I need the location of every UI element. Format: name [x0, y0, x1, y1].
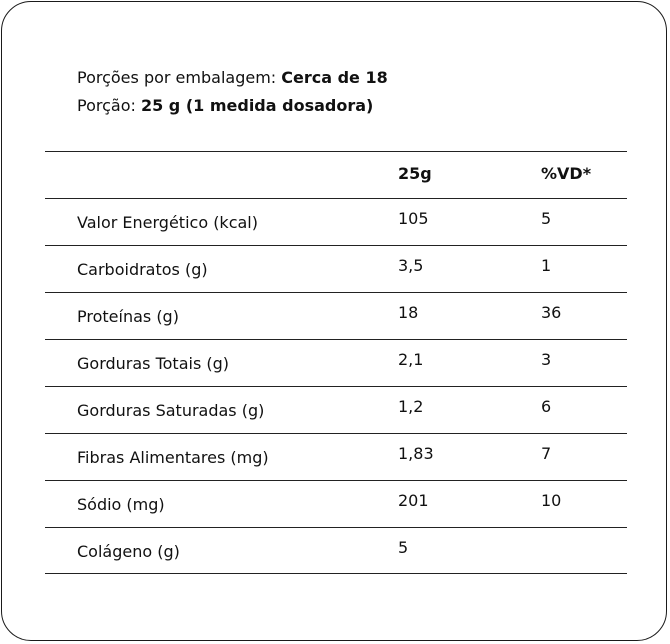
nutrient-label: Gorduras Totais (g)	[77, 354, 230, 373]
nutrient-amount: 2,1	[398, 350, 424, 369]
nutrient-label: Gorduras Saturadas (g)	[77, 401, 265, 420]
nutrient-label: Sódio (mg)	[77, 495, 165, 514]
table-row	[45, 292, 627, 339]
table-row	[45, 339, 627, 386]
nutrient-daily-value: 1	[541, 256, 552, 275]
table-row	[45, 245, 627, 292]
nutrient-daily-value: 5	[541, 209, 552, 228]
table-row	[45, 198, 627, 245]
table-row	[45, 480, 627, 527]
nutrition-table	[45, 151, 627, 574]
table-row	[45, 433, 627, 480]
nutrient-label: Colágeno (g)	[77, 542, 180, 561]
nutrient-amount: 1,2	[398, 397, 424, 416]
nutrient-daily-value: 7	[541, 444, 552, 463]
nutrition-facts-card	[1, 1, 667, 641]
nutrient-daily-value: 36	[541, 303, 562, 322]
nutrient-daily-value: 10	[541, 491, 562, 510]
nutrient-label: Proteínas (g)	[77, 307, 179, 326]
nutrient-daily-value: 3	[541, 350, 552, 369]
nutrient-label: Fibras Alimentares (mg)	[77, 448, 269, 467]
nutrient-amount: 5	[398, 538, 409, 557]
portion-value: 25 g (1 medida dosadora)	[140, 96, 374, 115]
servings-label: Porções por embalagem:	[77, 68, 277, 87]
serving-info	[77, 64, 388, 120]
table-row	[45, 527, 627, 574]
portion-label: Porção:	[77, 96, 136, 115]
column-header-amount: 25g	[398, 164, 432, 183]
servings-value: Cerca de 18	[281, 68, 388, 87]
servings-per-package	[77, 64, 388, 92]
nutrient-amount: 105	[398, 209, 429, 228]
nutrient-amount: 18	[398, 303, 419, 322]
nutrient-amount: 3,5	[398, 256, 424, 275]
nutrient-label: Carboidratos (g)	[77, 260, 208, 279]
column-header-daily-value: %VD*	[541, 164, 592, 183]
nutrient-label: Valor Energético (kcal)	[77, 213, 258, 232]
portion-size	[77, 92, 388, 120]
table-header-row	[45, 151, 627, 198]
nutrient-daily-value: 6	[541, 397, 552, 416]
nutrient-amount: 201	[398, 491, 429, 510]
nutrient-amount: 1,83	[398, 444, 434, 463]
table-row	[45, 386, 627, 433]
